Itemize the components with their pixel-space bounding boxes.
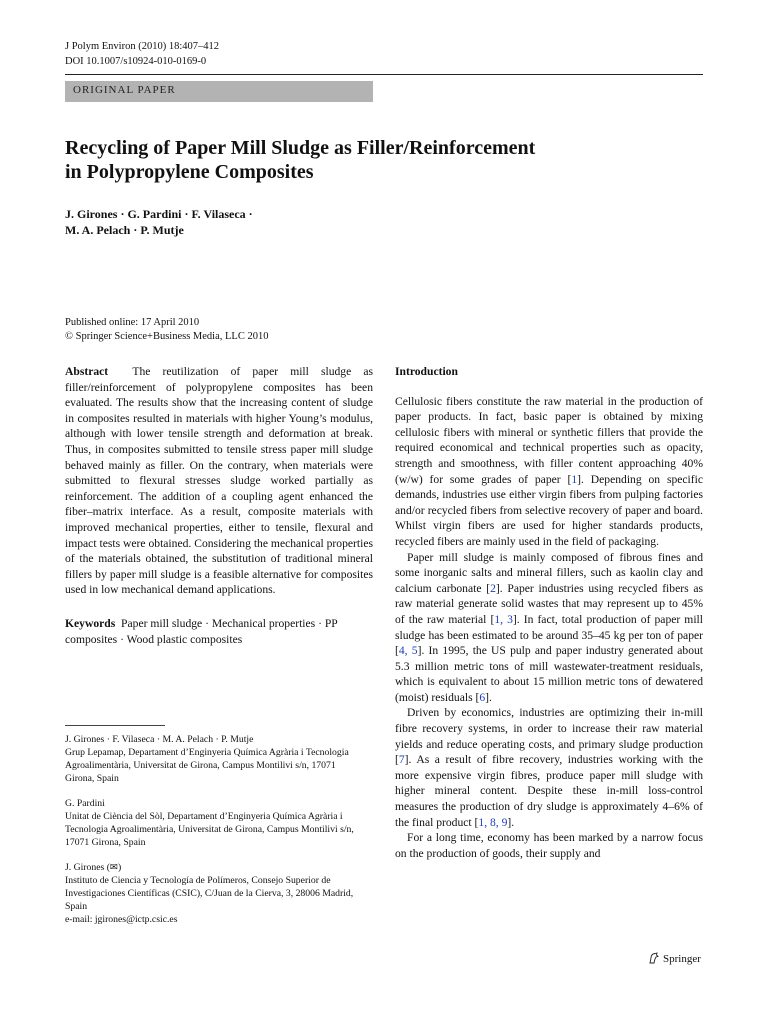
affiliation-2 [65,797,365,849]
publication-info [65,316,268,344]
affiliation-rule [65,725,165,726]
citation-link[interactable]: 1 [571,472,578,486]
abstract-label: Abstract [65,365,109,378]
affiliation-address: Grup Lepamap, Departament d’Enginyeria Química Agrària i Tecnologia Agroalimentària, Universitat de Girona, Campus Montilivi s/n, 17071 Girona, Spain [65,747,349,784]
affiliation-names: G. Pardini [65,798,105,809]
abstract-text: The reutilization of paper mill sludge as filler/reinforcement of polypropylene composites has been evaluated. The results show that the increasing content of sludge in composites resulted in materials with higher Young’s modulus, although with lower tensile strength and deformation at break. Thus, in composites submitted to tensile stress paper mill sludge behaved mainly as filler. On the contrary, when materials were submitted to flexural stresses sludge worked partially as reinforcement. The addition of a coupling agent enhanced the fiber–matrix interface. As a result, composite materials with improved mechanical properties, either to tensile, flexural and impact tests were obtained. Considering the mechanical properties of the materials obtained, the substitution of traditional mineral fillers by paper mill sludge is a feasible alternative for composites used in low mechanical demand applications. [65,365,373,597]
doi[interactable]: DOI 10.1007/s10924-010-0169-0 [65,56,207,67]
section-label: ORIGINAL PAPER [73,84,176,96]
right-column [395,364,703,861]
affiliation-names: J. Girones · F. Vilaseca · M. A. Pelach · P. Mutje [65,734,254,745]
email-link[interactable]: e-mail: jgirones@ictp.csic.es [65,914,178,925]
keywords-label: Keywords [65,616,116,630]
affiliation-names: J. Girones (✉) [65,862,122,873]
intro-paragraph-1: Cellulosic fibers constitute the raw material in the production of paper products. In fact, basic paper is obtained by mixing cellulosic fibers with mineral or synthetic fillers that provide the required economical and technical properties such as opacity, strength and smoothness, with filler content approaching 40% (w/w) for some grades of paper [1]. Depending on specific demands, industries use either virgin fibers from pulping factories and/or recycled fibers from selective recovery of paper and board. Whilst virgin fibers are used for higher standards products, recycled fibers are mainly used in the field of packaging. [395,394,704,548]
authors-line-1: J. Girones · G. Pardini · F. Vilaseca · [65,207,253,221]
paper-title [65,136,705,184]
affiliation-3 [65,861,365,926]
affiliation-address: Instituto de Ciencia y Tecnología de Polímeros, Consejo Superior de Investigaciones Científicas (CSIC), C/Juan de la Cierva, 3, 28006 Madrid, Spain [65,875,354,912]
citation-link[interactable]: 1, 3 [494,612,513,626]
authors-line-2: M. A. Pelach · P. Mutje [65,223,184,237]
keywords-text: Paper mill sludge · Mechanical properties · PP composites · Wood plastic composites [65,616,338,646]
intro-paragraph-4: For a long time, economy has been marked by a narrow focus on the production of goods, their supply and [395,831,703,860]
springer-horse-icon [648,952,660,964]
introduction-heading: Introduction [395,365,458,378]
citation-link[interactable]: 2 [490,581,496,595]
intro-paragraph-3: Driven by economics, industries are optimizing their in-mill fibre recovery systems, in order to increase their raw material yields and reduce operating costs, and primary sludge production [7]. As a result of fibre recovery, industries working with the more expensive virgin fibres, produce paper mill sludge with higher mineral content. Despite these in-mill loss-control measures the production of dry sludge is approximately 4–6% of the final product [1, 8, 9]. [395,706,703,829]
published-date: Published online: 17 April 2010 [65,317,200,328]
copyright: © Springer Science+Business Media, LLC 2010 [65,331,269,342]
section-band [65,81,373,102]
publisher-logo [648,952,701,965]
journal-citation: J Polym Environ (2010) 18:407–412 [65,41,219,52]
keywords [65,616,373,647]
citation-link[interactable]: 6 [479,690,486,704]
header-rule [65,74,703,75]
citation-link[interactable]: 1, 8, 9 [478,815,508,829]
publisher-name: Springer [663,953,701,965]
left-column [65,364,373,647]
citation-link[interactable]: 4, 5 [398,644,418,658]
affiliation-address: Unitat de Ciència del Sòl, Departament d’Enginyeria Química Agrària i Tecnologia Agroalimentària, Universitat de Girona, Campus Montilivi s/n, 17071 Girona, Spain [65,811,354,848]
abstract [65,364,373,598]
title-line-1: Recycling of Paper Mill Sludge as Filler/Reinforcement [65,137,536,159]
intro-paragraph-2: Paper mill sludge is mainly composed of fibrous fines and some inorganic salts and mineral fillers, such as kaolin clay and calcium carbonate [2]. Paper industries using recycled fibers as raw material generate solid wastes that may represent up to 45% of the raw material [1, 3]. In fact, total production of paper mill sludge has been estimated to be around 35–45 kg per ton of paper [4, 5]. In 1995, the US pulp and paper industry generated about 5.3 million metric tons of mill wastewater-treatment residuals, which is equivalent to about 15 million metric tons of dewatered (moist) residuals [6]. [395,550,704,704]
affiliation-1 [65,733,365,785]
citation-link[interactable]: 7 [398,753,405,767]
title-line-2: in Polypropylene Composites [65,161,314,183]
author-list [65,206,253,238]
